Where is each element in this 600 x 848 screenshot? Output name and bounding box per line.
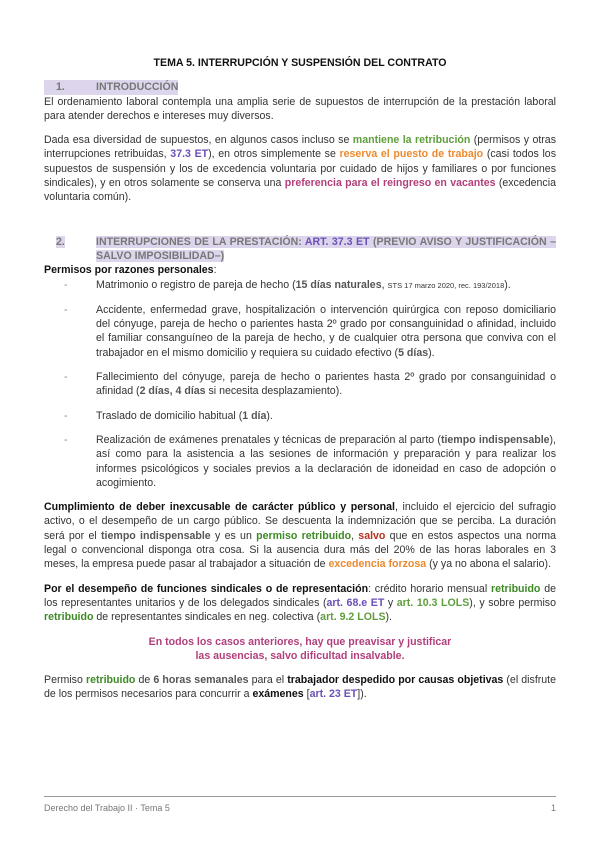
text-segment: (PREVIO AVISO Y JUSTIFICACIÓN –SALVO IMPOSIBILIDAD–) xyxy=(96,235,556,262)
text-segment: INTERRUPCIONES DE LA PRESTACIÓN: xyxy=(96,235,305,248)
document-title: TEMA 5. INTERRUPCIÓN Y SUSPENSIÓN DEL CONTRATO xyxy=(153,57,447,69)
emphasis-text: art. 9.2 LOLS xyxy=(320,611,386,624)
emphasis-text: art. 68.e ET xyxy=(326,596,385,609)
text-segment: ). xyxy=(266,409,273,422)
emphasis-text: retribuido xyxy=(44,611,94,624)
emphasis-text: 5 días xyxy=(398,346,429,359)
emphasis-text: Permisos por razones personales xyxy=(44,264,214,277)
emphasis-text: salvo xyxy=(358,529,386,542)
text-segment: [ xyxy=(303,688,310,701)
emphasis-text: retribuido xyxy=(85,674,136,687)
text-segment: (casi todos los supuestos de suspensión y los de excedencia voluntaria por cuidado de hijos y familiares o por funciones sindicales), y en otros solamente se conserva una xyxy=(44,148,556,190)
emphasis-text: tiempo indispensable xyxy=(440,433,550,446)
section-1-heading xyxy=(44,80,556,94)
emphasis-text: art. 10.3 LOLS xyxy=(396,596,470,609)
text-segment: ), y sobre permiso xyxy=(469,596,556,609)
text-segment: Matrimonio o registro de pareja de hecho ( xyxy=(96,278,296,291)
text-segment: ). xyxy=(385,611,393,624)
emphasis-text: exámenes xyxy=(252,688,304,701)
text-segment: El ordenamiento laboral contempla una amplia serie de supuestos de interrupción de la prestación laboral para atender derechos e intereses muy diversos. xyxy=(44,95,556,122)
emphasis-text: retribuido xyxy=(490,582,541,595)
emphasis-text: trabajador despedido por causas objetivas xyxy=(287,674,504,687)
emphasis-text: 2 días, 4 días xyxy=(139,385,206,398)
text-segment: de representantes sindicales en neg. colectiva ( xyxy=(93,611,321,624)
text-segment: y xyxy=(384,596,397,609)
text-segment: ), así como para la asistencia a las sesiones de información y preparación y para realizar los informes psicológicos y sociales previos a la declaración de idoneidad en caso de adopción o acogimiento. xyxy=(96,433,557,489)
text-segment: Realización de exámenes prenatales y técnicas de preparación al parto ( xyxy=(96,433,441,446)
text-segment: (y ya no abona el salario). xyxy=(426,558,552,571)
footer-text: Derecho del Trabajo II · Tema 5 xyxy=(44,803,170,813)
emphasis-text: 6 horas semanales xyxy=(153,674,249,687)
section-2-heading xyxy=(44,235,556,264)
text-segment: Fallecimiento del cónyuge, pareja de hecho o parientes hasta 2º grado por consanguinidad o afinidad ( xyxy=(96,371,556,398)
text-segment: (excedencia voluntaria común). xyxy=(44,177,556,204)
body-paragraph-sindicales xyxy=(44,582,556,625)
text-segment: ), en otros simplemente se xyxy=(208,148,340,161)
list-item xyxy=(44,409,556,423)
emphasis-text: ART. 37.3 ET xyxy=(304,235,370,248)
callout xyxy=(44,635,556,664)
final-paragraph xyxy=(44,673,556,702)
text-segment: de los representantes unitarios y de los delegados sindicales ( xyxy=(44,582,556,609)
text-segment: de xyxy=(135,674,154,687)
emphasis-text: art. 23 ET xyxy=(309,688,358,701)
document-page xyxy=(44,56,556,702)
body-paragraph-deber xyxy=(44,500,556,571)
text-segment: , xyxy=(351,529,359,542)
section-number: 1. xyxy=(44,80,96,94)
section-number: 2. xyxy=(56,235,65,248)
list-item xyxy=(44,278,556,293)
text-segment: : xyxy=(213,264,217,277)
page-footer xyxy=(44,796,556,815)
list-item xyxy=(44,433,556,490)
callout-line: En todos los casos anteriores, hay que preavisar y justificar xyxy=(148,635,452,648)
list-item xyxy=(44,370,556,399)
text-segment: que en estos aspectos una norma legal o convencional disponga otra cosa. Si la ausencia dura más del 20% de las horas laborales en 3 meses, la empresa puede pasar al trabajador a situación de xyxy=(44,529,557,571)
text-segment: (permisos y otras interrupciones retribuidas, xyxy=(44,134,556,161)
section-title: INTRODUCCIÓN xyxy=(96,81,179,94)
emphasis-text: 15 días naturales xyxy=(295,278,382,291)
emphasis-text: excedencia forzosa xyxy=(328,558,427,571)
permisos-heading xyxy=(44,263,556,277)
text-segment: Dada esa diversidad de supuestos, en algunos casos incluso se xyxy=(44,134,353,147)
text-segment: Traslado de domicilio habitual ( xyxy=(96,409,243,422)
page-number: 1 xyxy=(550,803,556,813)
emphasis-text: STS 17 marzo 2020, rec. 193/2018 xyxy=(387,280,505,290)
text-segment: Accidente, enfermedad grave, hospitalización o intervención quirúrgica con reposo domiciliario del cónyuge, pareja de hecho o parientes hasta 2º grado por consanguinidad o afinidad, incluido el familiar consanguíneo de la pareja de hecho, y de cualquier otra persona que conviva con el trabajador en el mismo domicilio y requiera su cuidado efectivo ( xyxy=(96,303,556,359)
text-segment: Permiso xyxy=(44,674,86,687)
emphasis-text: preferencia para el reingreso en vacantes xyxy=(284,177,496,190)
emphasis-text: Por el desempeño de funciones sindicales o de representación xyxy=(44,582,369,595)
text-segment: : crédito horario mensual xyxy=(368,582,491,595)
text-segment: ). xyxy=(428,346,435,359)
emphasis-text: Cumplimiento de deber inexcusable de carácter público y personal xyxy=(44,501,395,514)
section-title xyxy=(96,236,556,262)
callout-line: las ausencias, salvo dificultad insalvable. xyxy=(195,649,405,662)
text-segment: si necesita desplazamiento). xyxy=(205,385,343,398)
intro-paragraph-1 xyxy=(44,95,556,124)
text-segment: , incluido el ejercicio del sufragio activo, o el desempeño de un cargo público. Se descuenta la indemnización que se perciba. La duración será por el xyxy=(44,501,556,542)
emphasis-text: tiempo indispensable xyxy=(101,529,211,542)
intro-paragraph-2 xyxy=(44,133,556,204)
text-segment: , xyxy=(381,278,388,291)
text-segment: ). xyxy=(504,278,511,291)
emphasis-text: mantiene la retribución xyxy=(352,134,471,147)
list-item xyxy=(44,303,556,360)
emphasis-text: reserva el puesto de trabajo xyxy=(339,148,484,161)
text-segment: para el xyxy=(248,674,288,687)
emphasis-text: permiso retribuido xyxy=(256,529,352,542)
text-segment: (el disfrute de los permisos necesarios para concurrir a xyxy=(44,674,557,701)
text-segment: ]). xyxy=(357,688,367,701)
emphasis-text: 1 día xyxy=(242,409,267,422)
permisos-list xyxy=(44,278,556,491)
text-segment: y es un xyxy=(210,529,257,542)
emphasis-text: 37.3 ET xyxy=(170,148,209,161)
